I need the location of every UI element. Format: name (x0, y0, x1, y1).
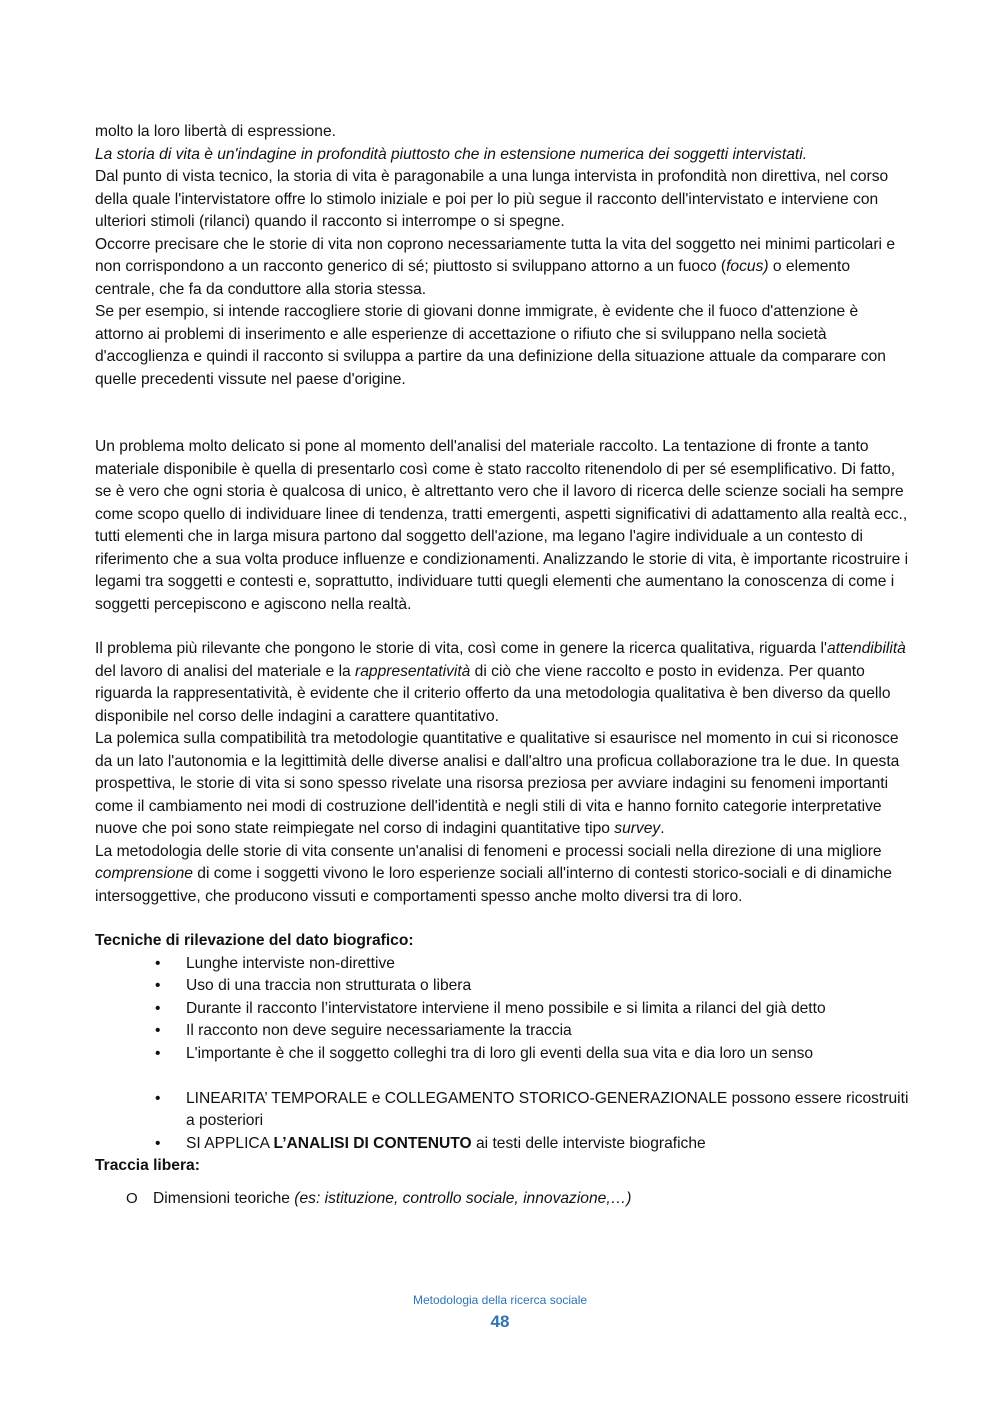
text-run: di come i soggetti vivono le loro esperienze sociali all'interno di contesti storico-sociali e di dinamiche intersoggettive, che producono vissuti e comportamenti spesso anche molto diversi tra di loro. (95, 865, 892, 905)
section-heading: Traccia libera: (95, 1157, 200, 1174)
list-item: • Durante il racconto l’intervistatore interviene il meno possibile e si limita a rilanci del già detto (155, 998, 910, 1021)
text-run: La metodologia delle storie di vita consente un'analisi di fenomeni e processi sociali nella direzione di una migliore (95, 842, 882, 860)
paragraph (95, 841, 910, 909)
italic-statement (95, 144, 910, 167)
list-item: • L'importante è che il soggetto colleghi tra di loro gli eventi della sua vita e dia loro un senso (155, 1043, 910, 1066)
list-spacer (155, 1065, 910, 1088)
paragraph: molto la loro libertà di espressione. (95, 123, 336, 140)
text-run: ai testi delle interviste biografiche (471, 1134, 706, 1152)
section-heading: Tecniche di rilevazione del dato biografico: (95, 932, 414, 949)
paragraph: Un problema molto delicato si pone al momento dell'analisi del materiale raccolto. La tentazione di fronte a tanto materiale disponibile è quella di presentarlo così come è stato raccolto ritenendolo di per sé esemplificativo. Di fatto, se è vero che ogni storia è qualcosa di unico, è altrettanto vero che il lavoro di ricerca delle scienze sociali ha sempre come scopo quello di individuare linee di tendenza, tratti emergenti, aspetti significativi di adattamento alla realtà ecc., tutti elementi che in larga misura partono dal soggetto dell'azione, ma legano l'agire individuale a un contesto di riferimento che a sua volta produce influenze e condizionamenti. Analizzando le storie di vita, è importante ricostruire i legami tra soggetti e contesti e, soprattutto, individuare tutti quegli elementi che aumentano la conoscenza di come i soggetti percepiscono e agiscono nella realtà. (95, 438, 909, 613)
bullet-list (95, 953, 910, 1156)
list-item (155, 1133, 910, 1156)
bold-text: L’ANALISI DI CONTENUTO (273, 1134, 472, 1152)
list-item: • LINEARITA’ TEMPORALE e COLLEGAMENTO STORICO-GENERAZIONALE possono essere ricostruiti a posteriori (155, 1088, 910, 1133)
footer-title: Metodologia della ricerca sociale (412, 1293, 588, 1307)
text-run: del lavoro di analisi del materiale e la (95, 662, 356, 680)
list-item (126, 1188, 910, 1211)
spacer (95, 391, 910, 436)
paragraph: Dal punto di vista tecnico, la storia di vita è paragonabile a una lunga intervista in profondità non direttiva, nel corso della quale l'intervistatore offre lo stimolo iniziale e poi per lo più segue il racconto dell'intervistato e interviene con ulteriori stimoli (rilanci) quando il racconto si interrompe o si spegne. (95, 168, 889, 230)
text-run: di ciò che viene raccolto e posto in evidenza. Per quanto riguarda la rappresentatività, è evidente che il criterio offerto da una metodologia qualitativa è ben diverso da quello disponibile nel corso delle indagini a carattere quantitativo. (95, 662, 891, 725)
page-number: 48 (490, 1312, 510, 1331)
paragraph: Se per esempio, si intende raccogliere storie di giovani donne immigrate, è evidente che il fuoco d'attenzione è attorno ai problemi di inserimento e alle esperienze di accettazione o rifiuto che si sviluppano nella società d'accoglienza e quindi il racconto si sviluppa a partire da una definizione della situazione attuale da comparare con quelle precedenti vissute nel paese d'origine. (95, 303, 886, 388)
spacer (95, 616, 910, 638)
italic-text: La storia di vita è un'indagine in profondità piuttosto che in estensione numerica dei soggetti intervistati. (95, 145, 808, 163)
spacer (95, 908, 910, 930)
text-run: Dimensioni teoriche (153, 1189, 295, 1207)
italic-text: survey (614, 820, 661, 837)
list-item: • Lunghe interviste non-direttive (155, 953, 910, 976)
text-run: SI APPLICA (186, 1134, 274, 1152)
list-item: • Uso di una traccia non strutturata o libera (155, 975, 910, 998)
paragraph (95, 728, 910, 841)
text-run: . (660, 820, 665, 837)
text-run: La polemica sulla compatibilità tra metodologie quantitative e qualitative si esaurisce nel momento in cui si riconosce da un lato l'autonomia e la legittimità delle diverse analisi e dall'altro una proficua collaborazione tra le due. In questa prospettiva, le storie di vita si sono spesso rivelate una risorsa preziosa per avviare indagini su fenomeni importanti come il cambiamento nei modi di costruzione dell'identità e negli stili di vita e hanno fornito categorie interpretative nuove che poi sono state reimpiegate nel corso di indagini quantitative tipo (95, 730, 900, 837)
italic-text: attendibilità (826, 640, 906, 657)
text-run: Occorre precisare che le storie di vita non coprono necessariamente tutta la vita del soggetto nei minimi particolari e non corrispondono a un racconto generico di sé; piuttosto si sviluppano attorno a un fuoco ( (95, 235, 896, 275)
italic-text: focus) (726, 258, 769, 275)
paragraph (95, 638, 910, 728)
italic-text: (es: istituzione, controllo sociale, innovazione,…) (294, 1189, 632, 1207)
italic-text: comprensione (95, 865, 193, 882)
circle-list (95, 1188, 910, 1211)
paragraph (95, 234, 910, 302)
list-item: • Il racconto non deve seguire necessariamente la traccia (155, 1020, 910, 1043)
page-content (95, 121, 910, 1210)
text-run: Il problema più rilevante che pongono le storie di vita, così come in genere la ricerca qualitativa, riguarda l' (95, 640, 827, 657)
text-run: o elemento centrale, che fa da conduttore alla storia stessa. (95, 258, 851, 298)
italic-text: rappresentatività (355, 662, 471, 680)
